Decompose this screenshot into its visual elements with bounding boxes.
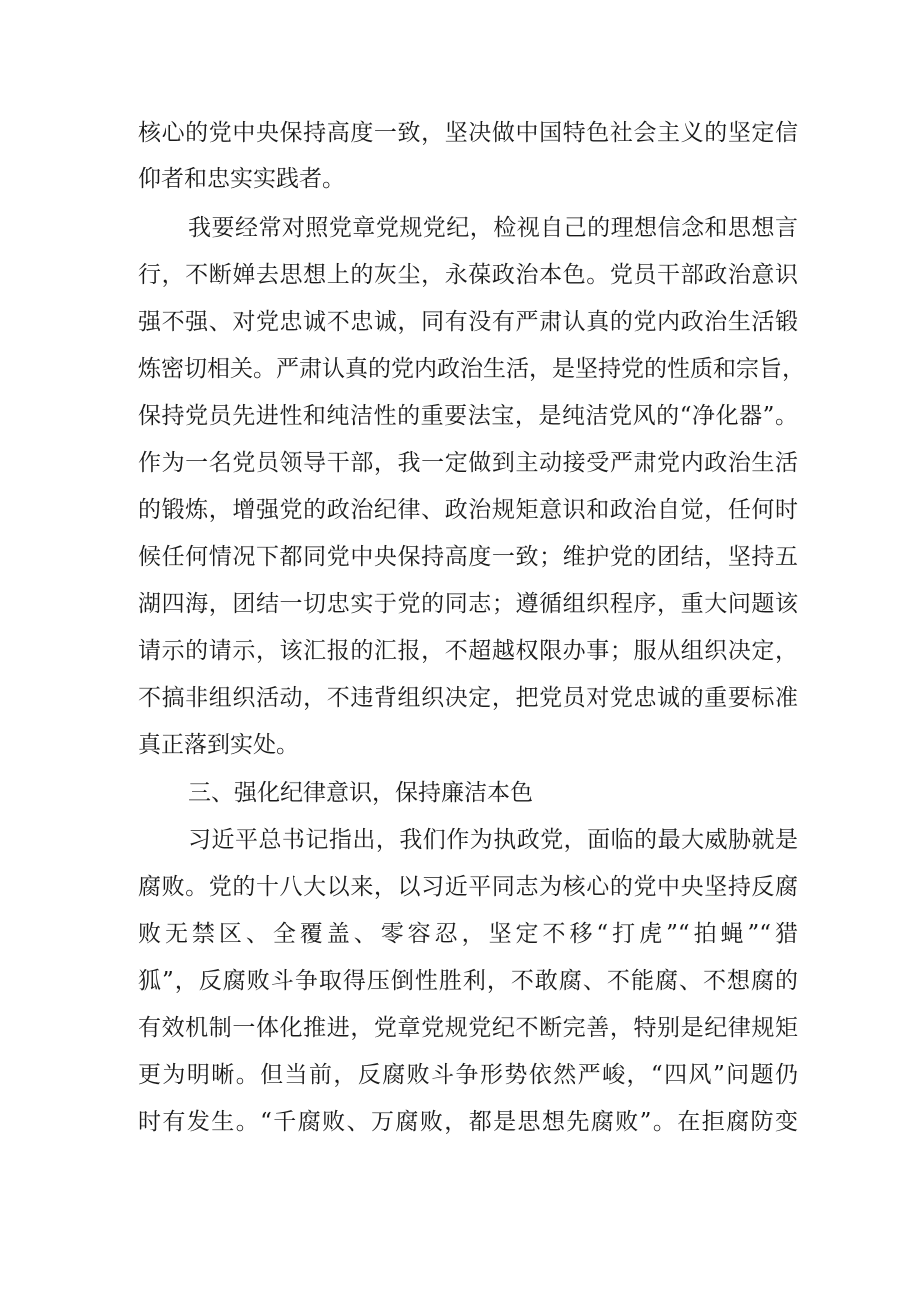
paragraph-first-line: 我要经常对照党章党规党纪，检视自己的理想信念和思想言	[188, 215, 798, 241]
text-line: 狐”，反腐败斗争取得压倒性胜利，不敢腐、不能腐、不想腐的	[138, 968, 798, 994]
text-line: 的锻炼，增强党的政治纪律、政治规矩意识和政治自觉，任何时	[138, 497, 798, 523]
text-line: 更为明晰。但当前，反腐败斗争形势依然严峻，“四风”问题仍	[138, 1062, 798, 1088]
text-line: 败无禁区、全覆盖、零容忍，坚定不移“打虎”“拍蝇”“猎	[138, 921, 798, 947]
text-line: 作为一名党员领导干部，我一定做到主动接受严肃党内政治生活	[138, 450, 798, 476]
text-line: 真正落到实处。	[138, 732, 299, 758]
text-line: 请示的请示，该汇报的汇报，不超越权限办事；服从组织决定，	[138, 638, 798, 664]
text-line: 炼密切相关。严肃认真的党内政治生活，是坚持党的性质和宗旨，	[138, 356, 805, 382]
text-line: 仰者和忠实实践者。	[138, 166, 345, 192]
text-line: 保持党员先进性和纯洁性的重要法宝，是纯洁党风的“净化器”。	[138, 403, 798, 429]
text-line: 强不强、对党忠诚不忠诚，同有没有严肃认真的党内政治生活锻	[138, 309, 798, 335]
text-line: 核心的党中央保持高度一致，坚决做中国特色社会主义的坚定信	[138, 120, 798, 146]
text-line: 腐败。党的十八大以来，以习近平同志为核心的党中央坚持反腐	[138, 874, 798, 900]
text-line: 候任何情况下都同党中央保持高度一致；维护党的团结，坚持五	[138, 544, 798, 570]
text-line: 湖四海，团结一切忠实于党的同志；遵循组织程序，重大问题该	[138, 591, 798, 617]
text-line: 行，不断婵去思想上的灰尘，永葆政治本色。党员干部政治意识	[138, 262, 798, 288]
paragraph-first-line: 习近平总书记指出，我们作为执政党，面临的最大威胁就是	[188, 827, 798, 853]
section-heading: 三、强化纪律意识，保持廉洁本色	[188, 780, 533, 806]
text-line: 时有发生。“千腐败、万腐败，都是思想先腐败”。在拒腐防变	[138, 1109, 798, 1135]
text-line: 有效机制一体化推进，党章党规党纪不断完善，特别是纪律规矩	[138, 1015, 798, 1041]
text-line: 不搞非组织活动，不违背组织决定，把党员对党忠诚的重要标准	[138, 685, 798, 711]
